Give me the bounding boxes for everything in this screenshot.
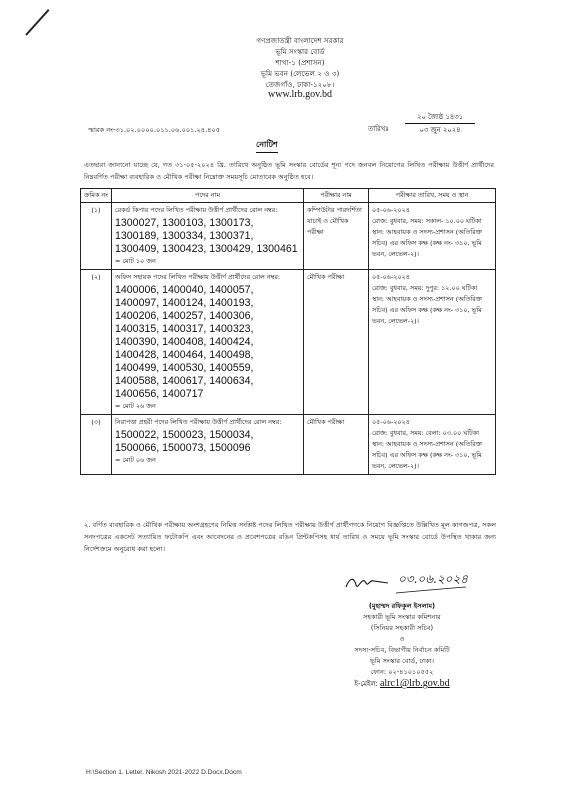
- signatory-email-line: [322, 678, 482, 690]
- table-row: [81, 415, 496, 475]
- row-post-title: রেকর্ড কিপার পদের লিখিত পরীক্ষায় উত্তীর্ণ প্রার্থীদের রোল নম্বর:: [115, 206, 278, 214]
- signatory-committee: সদস্য-সচিব, বিভাগীয় নির্বাচন কমিটি: [354, 646, 450, 654]
- row-exam-name: মৌখিক পরীক্ষা: [304, 270, 369, 415]
- signatory-and: ও: [399, 635, 405, 643]
- row-schedule-cell: [369, 415, 496, 475]
- header-exam: পরীক্ষার নাম: [304, 189, 369, 203]
- row-post-cell: [112, 270, 304, 415]
- row-roll-numbers: 1400006, 1400040, 1400057, 1400097, 1400124, 1400193, 1400206, 1400257, 1400306, 1400315, 1400317, 1400323, 1400390, 1400408, 1400424, 1400428, 1400464, 1400498, 1400499, 1400530, 1400559, 1400588, 1400617, 1400634, 1400656, 1400717: [115, 284, 254, 400]
- row-date: ০৫-০৬-২০২৪: [372, 273, 410, 281]
- row-exam-name: মৌখিক পরীক্ষা: [304, 415, 369, 475]
- row-total: = মোট ২৬ জন: [115, 402, 156, 410]
- signatory-title: সহকারী ভূমি সংস্কার কমিশনার: [363, 613, 441, 621]
- row-post-cell: [112, 415, 304, 475]
- signature-block: [322, 601, 482, 690]
- file-path-footer: H:\Section 1. Letter. Nikosh 2021-2022 D.Docx.Docm: [86, 769, 242, 776]
- row-date: ০৫-০৬-২০২৪: [372, 206, 410, 214]
- row-venue: স্থান: আহবায়ক ও সদস্য-প্রশাসন (অতিরিক্ত সচিব) এর অফিস কক্ষ (কক্ষ নং- ৩১০, ভূমি ভবন, লেভেল-২)।: [372, 440, 482, 470]
- intro-paragraph: এতদ্বারা জানানো যাচ্ছে যে, গত ৩১-০৫-২০২৪ খ্রি. তারিখে অনুষ্ঠিত ভূমি সংস্কার বোর্ডের শূন্য পদে জনবল নিয়োগের লিখিত পরীক্ষায় উত্তীর্ণ প্রার্থীদের নিম্নবর্ণিত পরীক্ষা ব্যবহারিক ও মৌখিক পরীক্ষা নিম্নোক্ত সময়সূচি মোতাবেক অনুষ্ঠিত হবে।: [84, 161, 494, 181]
- table-row: [81, 270, 496, 415]
- row-serial: (২): [81, 270, 112, 415]
- notice-title: নোটিশ: [256, 139, 278, 153]
- signatory-name: (মুহাম্মদ রফিকুল ইসলাম): [368, 602, 436, 610]
- header-address: তেজগাঁও, ঢাকা-১২০৮।: [265, 80, 335, 89]
- signatory-phone: ফোন: ০২-৪১০১০৫৫২: [370, 668, 434, 676]
- row-total: = মোট ০৬ জন: [115, 456, 156, 464]
- header-branch: শাখা-১ (প্রশাসন): [275, 58, 325, 67]
- instructions-paragraph: ২. বর্ণিত ব্যবহারিক ও মৌখিক পরীক্ষায় অংশগ্রহণের নিমিত্ত সংশ্লিষ্ট পদের লিখিত পরীক্ষায় উত্তীর্ণ প্রার্থীগণকে নিয়োগ বিজ্ঞপ্তিতে উল্লিখিত মূল কাগজপত্র, সকল সনদপত্রের একসেট সত্যায়িত ফটোকপি এবং আবেদনের ও প্রবেশপত্রের রঙিন প্রিন্টকপিসহ ধার্য তারিখ ও সময়ে ভূমি সংস্কার বোর্ডে উপস্থিত থাকার জন্য নির্দেশক্রমে অনুরোধ করা হলো।: [84, 521, 496, 553]
- email-label: ই-মেইল:: [354, 680, 378, 688]
- row-venue: স্থান: আহবায়ক ও সদস্য-প্রশাসন (অতিরিক্ত সচিব) এর অফিস কক্ষ (কক্ষ নং- ৩১০, ভূমি ভবন, লেভেল-২)।: [372, 295, 482, 325]
- row-roll-numbers: 1500022, 1500023, 1500034, 1500066, 1500073, 1500096: [115, 429, 254, 454]
- header-date-venue: পরীক্ষার তারিখ, সময় ও স্থান: [369, 189, 496, 203]
- row-post-cell: [112, 203, 304, 270]
- row-schedule-cell: [369, 203, 496, 270]
- row-exam-name: কম্পিউটার পারদর্শিতা যাচাই ও মৌখিক পরীক্ষা: [304, 203, 369, 270]
- header-serial: ক্রমিক নং: [81, 189, 112, 203]
- row-time: রোজ: বুধবার, সময়: বেলা: ০৩.০০ ঘটিকা: [372, 429, 479, 437]
- header-building: ভূমি ভবন (লেভেল ২ ও ৩): [260, 69, 340, 78]
- row-schedule-cell: [369, 270, 496, 415]
- header-board: ভূমি সংস্কার বোর্ড: [275, 47, 325, 56]
- signatory-org: ভূমি সংস্কার বোর্ড, ঢাকা।: [370, 657, 434, 665]
- signature-date: ০৩.০৬.২০২৪: [398, 572, 469, 586]
- memo-number: স্মারক নং-৩১.০২.০০০০.০১১.০৬.০০১.২৪.৪০৫: [88, 126, 221, 134]
- table-header-row: [81, 189, 496, 203]
- row-time: রোজ: বুধবার, সময়: দুপুর: ১২.০০ ঘটিকা: [372, 284, 478, 292]
- header-website-link[interactable]: www.lrb.gov.bd: [268, 89, 332, 100]
- table-row: [81, 203, 496, 270]
- header-post: পদের নাম: [112, 189, 304, 203]
- memo-date-divider: [405, 123, 475, 124]
- row-venue: স্থান: আহবায়ক ও সদস্য-প্রশাসন (অতিরিক্ত সচিব) এর অফিস কক্ষ (কক্ষ নং- ৩১০, ভূমি ভবন, লেভেল-২)।: [372, 228, 482, 258]
- row-date: ০৫-০৬-২০২৪: [372, 418, 410, 426]
- memo-date-label: তারিখঃ: [368, 125, 389, 133]
- memo-date-english: ০৩ জুন ২০২৪: [419, 126, 461, 134]
- header-govt: গণপ্রজাতন্ত্রী বাংলাদেশ সরকার: [256, 36, 344, 45]
- row-total: = মোট ১০ জন: [115, 257, 156, 265]
- memo-date-block: [405, 112, 475, 135]
- row-serial: (১): [81, 203, 112, 270]
- exam-schedule-table: [80, 188, 496, 475]
- row-post-title: অফিস সহায়ক পদের লিখিত পরীক্ষায় উত্তীর্ণ প্রার্থীদের রোল নম্বর:: [115, 273, 281, 281]
- email-link[interactable]: alrc1@lrb.gov.bd: [379, 678, 450, 689]
- row-post-title: নিরাপত্তা প্রহরী পদের লিখিত পরীক্ষায় উত্তীর্ণ প্রার্থীদের রোল নম্বর:: [115, 418, 282, 426]
- pen-stroke-mark: [25, 9, 49, 36]
- row-serial: (৩): [81, 415, 112, 475]
- memo-date-bangla: ২০ জ্যৈষ্ঠ ১৪৩১: [416, 113, 464, 121]
- row-roll-numbers: 1300027, 1300103, 1300173, 1300189, 1300334, 1300371, 1300409, 1300423, 1300429, 1300461: [115, 217, 298, 255]
- signatory-rank: (সিনিয়র সহকারী সচিব): [370, 624, 434, 632]
- row-time: রোজ: বুধবার, সময়: সকাল- ১০.০০ ঘটিকা: [372, 217, 482, 225]
